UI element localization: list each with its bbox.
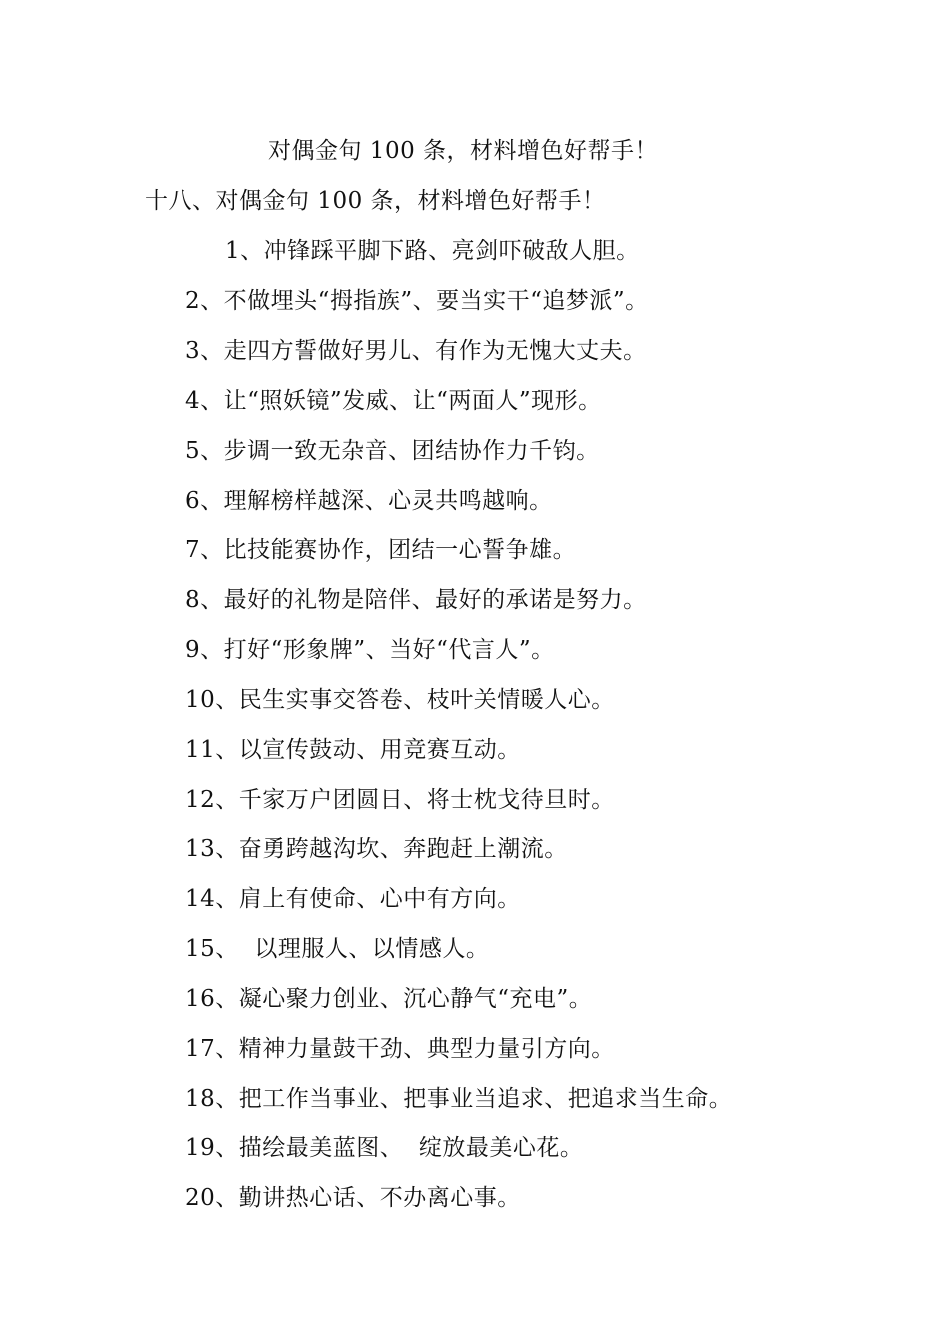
document-title: 对偶金句 100 条，材料增色好帮手！: [268, 138, 659, 164]
list-item: 5、步调一致无杂音、团结协作力千钧。: [185, 438, 600, 464]
list-item: 20、勤讲热心话、不办离心事。: [185, 1185, 521, 1211]
list-item: 8、最好的礼物是陪伴、最好的承诺是努力。: [185, 587, 647, 613]
list-item: 18、把工作当事业、把事业当追求、把追求当生命。: [185, 1086, 733, 1112]
list-item: 12、千家万户团圆日、将士枕戈待旦时。: [185, 787, 615, 813]
list-item: 19、描绘最美蓝图、 绽放最美心花。: [185, 1135, 584, 1161]
list-item: 2、不做埋头“拇指族”、要当实干“追梦派”。: [185, 288, 649, 314]
list-item: 1、冲锋踩平脚下路、亮剑吓破敌人胆。: [225, 238, 640, 264]
list-item: 10、民生实事交答卷、枝叶关情暖人心。: [185, 687, 615, 713]
list-item: 3、走四方誓做好男儿、有作为无愧大丈夫。: [185, 338, 647, 364]
list-item: 14、肩上有使命、心中有方向。: [185, 886, 521, 912]
section-heading: 十八、对偶金句 100 条，材料增色好帮手！: [145, 188, 606, 214]
list-item: 17、精神力量鼓干劲、典型力量引方向。: [185, 1036, 615, 1062]
list-item: 7、比技能赛协作，团结一心誓争雄。: [185, 537, 577, 563]
list-item: 15、 以理服人、以情感人。: [185, 936, 490, 962]
list-item: 11、以宣传鼓动、用竞赛互动。: [185, 737, 521, 763]
list-item: 13、奋勇跨越沟坎、奔跑赶上潮流。: [185, 836, 568, 862]
list-item: 6、理解榜样越深、心灵共鸣越响。: [185, 488, 553, 514]
list-item: 16、凝心聚力创业、沉心静气“充电”。: [185, 986, 593, 1012]
list-item: 9、打好“形象牌”、当好“代言人”。: [185, 637, 555, 663]
list-item: 4、让“照妖镜”发威、让“两面人”现形。: [185, 388, 602, 414]
